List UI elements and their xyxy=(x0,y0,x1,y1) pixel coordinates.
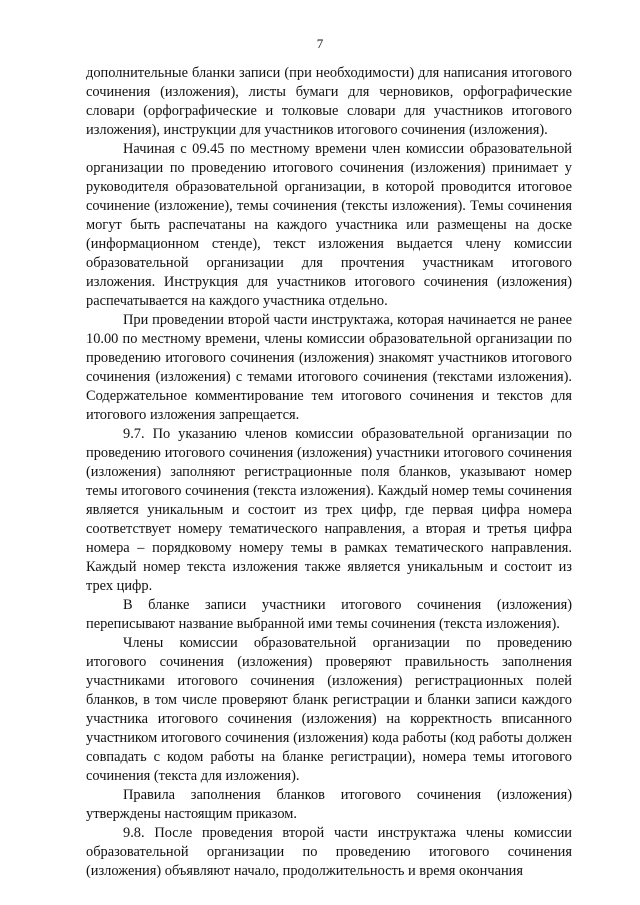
body-text xyxy=(86,64,572,881)
paragraph-5: В бланке записи участники итогового сочинения (изложения) переписывают название выбранной ими темы сочинения (текста изложения). xyxy=(86,597,572,632)
paragraph-2: Начиная с 09.45 по местному времени член комиссии образовательной организации по проведению итогового сочинения (изложения) принимает у руководителя образовательной организации, в которой проводится итоговое сочинение (изложение), темы сочинения (тексты изложения). Темы сочинения могут быть распечатаны на каждого участника или размещены на доске (информационном стенде), текст изложения выдается члену комиссии образовательной организации для прочтения участникам итогового изложения. Инструкция для участников итогового сочинения (изложения) распечатывается на каждого участника отдельно. xyxy=(86,141,572,309)
paragraph-4-section-9-7: 9.7. По указанию членов комиссии образовательной организации по проведению итогового сочинения (изложения) участники итогового сочинения (изложения) заполняют регистрационные поля бланков, указывают номер темы итогового сочинения (текста изложения). Каждый номер темы сочинения является уникальным и состоит из трех цифр, где первая цифра номера соответствует номеру тематического направления, а вторая и третья цифра номера – порядковому номеру темы в рамках тематического направления. Каждый номер текста изложения также является уникальным и состоит из трех цифр. xyxy=(86,426,572,594)
page-number: 7 xyxy=(316,36,324,51)
paragraph-7: Правила заполнения бланков итогового сочинения (изложения) утверждены настоящим приказом. xyxy=(86,787,572,822)
paragraph-3: При проведении второй части инструктажа, которая начинается не ранее 10.00 по местному времени, члены комиссии образовательной организации по проведению итогового сочинения (изложения) знакомят участников итогового сочинения (изложения) с темами итогового сочинения (текстами изложения). Содержательное комментирование тем итогового сочинения и текстов для итогового изложения запрещается. xyxy=(86,312,572,423)
paragraph-6: Члены комиссии образовательной организации по проведению итогового сочинения (изложения) проверяют правильность заполнения участниками итогового сочинения (изложения) регистрационных полей бланков, в том числе проверяют бланк регистрации и бланки записи каждого участника итогового сочинения (изложения) на корректность вписанного участником итогового сочинения (изложения) кода работы (код работы должен совпадать с кодом работы на бланке регистрации), номера темы итогового сочинения (текста для изложения). xyxy=(86,635,572,784)
paragraph-1: дополнительные бланки записи (при необходимости) для написания итогового сочинения (изложения), листы бумаги для черновиков, орфографические словари (орфографические и толковые словари для участников итогового изложения), инструкции для участников итогового сочинения (изложения). xyxy=(86,65,572,138)
paragraph-8-section-9-8: 9.8. После проведения второй части инструктажа члены комиссии образовательной организации по проведению итогового сочинения (изложения) объявляют начало, продолжительность и время окончания xyxy=(86,825,572,879)
